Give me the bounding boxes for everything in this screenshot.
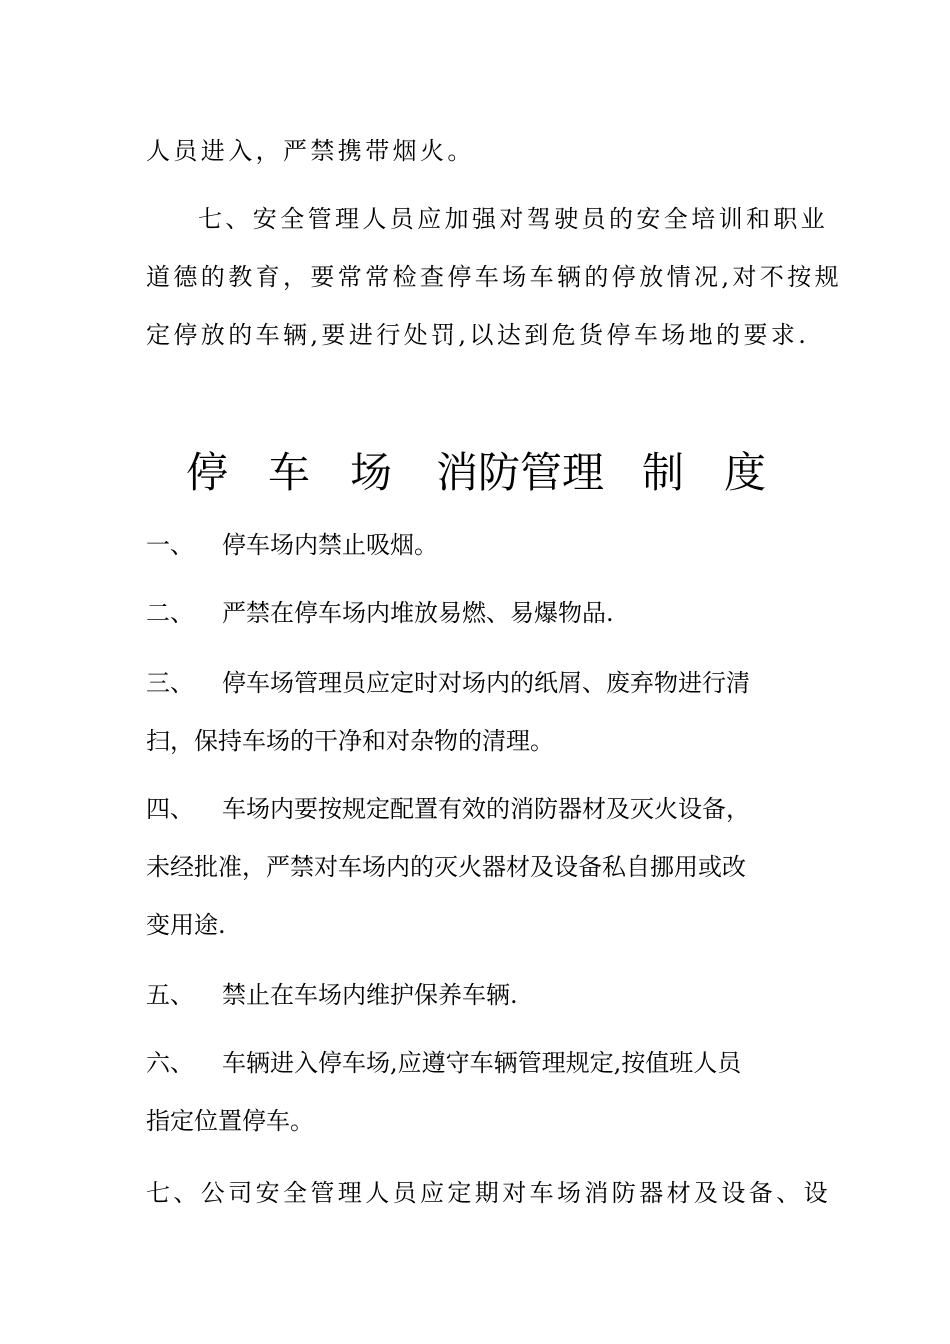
rule-item — [146, 980, 806, 1010]
title-part: 场 — [350, 448, 393, 497]
rule-text: 停车场内禁止吸烟。 — [222, 531, 438, 559]
rule-item — [146, 668, 806, 698]
rule-text: 禁止在车场内维护保养车辆. — [222, 981, 518, 1009]
rule-continuation: 未经批准，严禁对车场内的灭火器材及设备私自挪用或改 — [146, 853, 746, 881]
rule-continuation: 指定位置停车。 — [146, 1107, 314, 1135]
paragraph-line: 七、公司安全管理人员应定期对车场消防器材及设备、设 — [146, 1179, 831, 1207]
title-part: 度 — [724, 448, 767, 497]
rule-text: 停车场管理员应定时对场内的纸屑、废弃物进行清 — [222, 669, 750, 697]
rule-item — [146, 1048, 806, 1078]
rule-number: 四、 — [146, 795, 194, 823]
rule-number: 三、 — [146, 669, 194, 697]
title-part: 停 — [186, 448, 229, 497]
rule-text: 车场内要按规定配置有效的消防器材及灭火设备， — [222, 795, 750, 823]
rule-continuation: 扫，保持车场的干净和对杂物的清理。 — [146, 727, 554, 755]
paragraph-line: 人员进入，严禁携带烟火。 — [146, 137, 475, 165]
rule-text: 严禁在停车场内堆放易燃、易爆物品. — [222, 599, 614, 627]
rule-number: 一、 — [146, 531, 194, 559]
rule-number: 五、 — [146, 981, 194, 1009]
rule-number: 六、 — [146, 1049, 194, 1077]
paragraph-line: 七、安全管理人员应加强对驾驶员的安全培训和职业 — [198, 205, 829, 233]
rule-item — [146, 598, 806, 628]
rule-continuation: 变用途. — [146, 911, 226, 939]
title-part: 制 — [642, 448, 685, 497]
rule-item — [146, 794, 806, 824]
rule-item — [146, 530, 806, 560]
rule-number: 二、 — [146, 599, 194, 627]
paragraph-line: 道德的教育，要常常检查停车场车辆的停放情况,对不按规 — [146, 263, 843, 291]
title-part: 消防管理 — [436, 448, 605, 497]
rule-text: 车辆进入停车场,应遵守车辆管理规定,按值班人员 — [222, 1049, 742, 1077]
paragraph-line: 定停放的车辆,要进行处罚,以达到危货停车场地的要求. — [146, 321, 810, 349]
title-part: 车 — [268, 448, 311, 497]
